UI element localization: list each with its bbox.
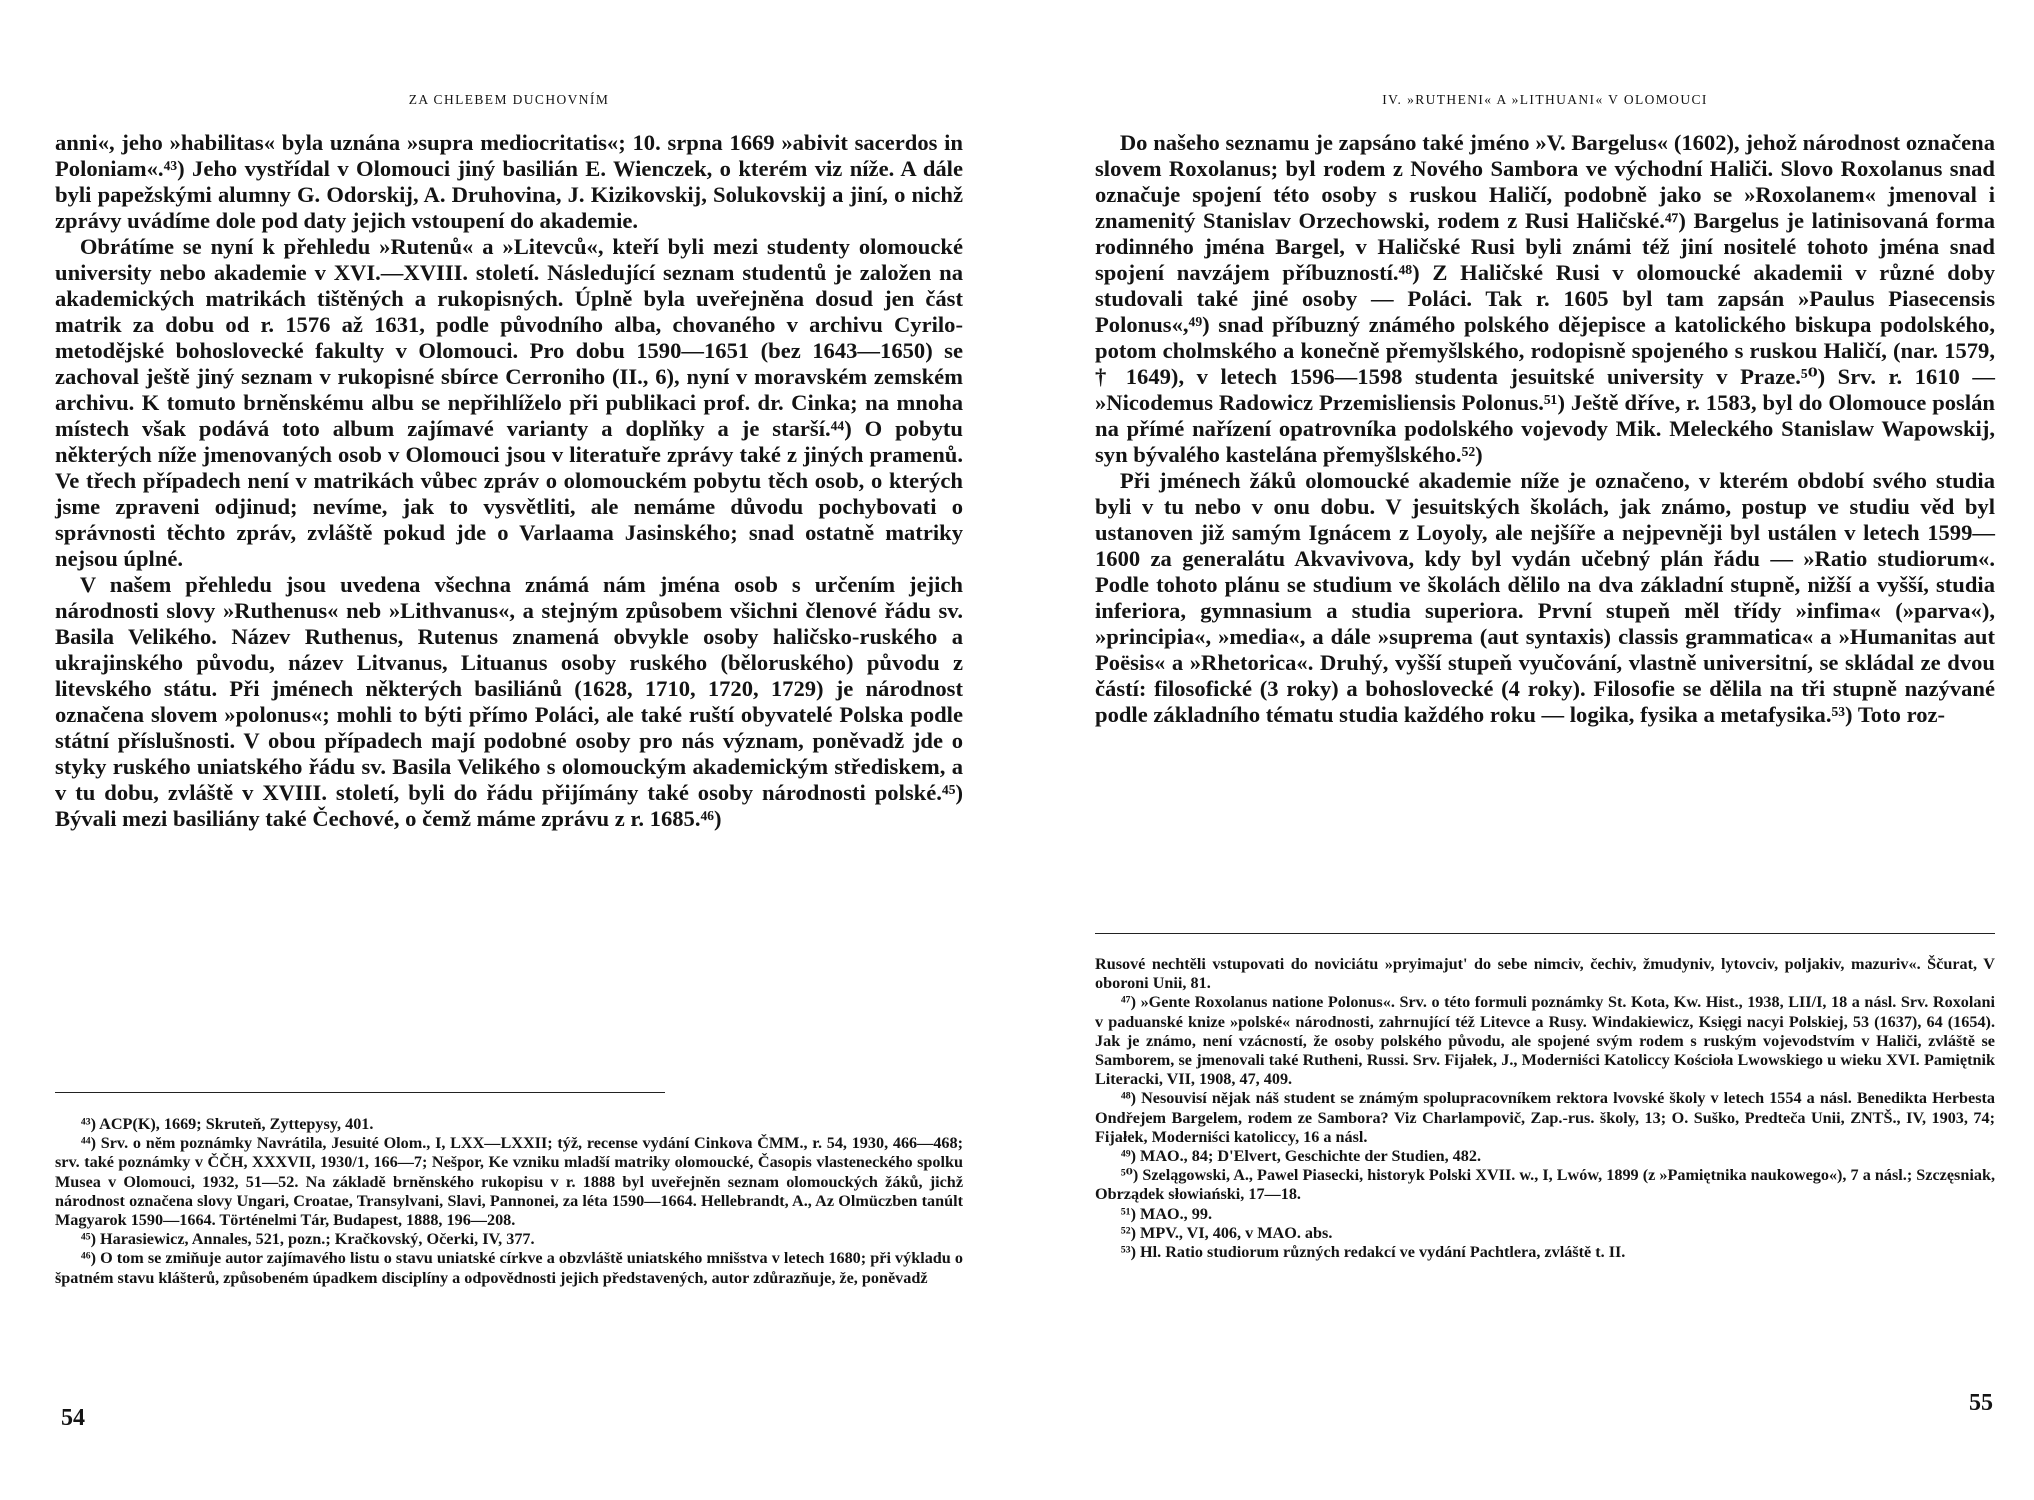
body-text [1095,130,1995,728]
paragraph: Při jménech žáků olomoucké akademie níže je označeno, v kterém období svého studia byli v tu nebo v onu dobu. V jesuitských školách, jak známo, postup ve studiu věd byl ustanoven již samým Ignácem z Loyoly, ale nejšíře a nejpevněji byl ustálen v letech 1599—1600 za generalátu Akvavivova, kdy byl vydán učebný plán řádu — »Ratio studiorum«. Podle tohoto plánu se studium ve školách dělilo na dva základní stupně, nižší a vyšší, studia inferiora, gymnasium a studia superiora. První stupeň měl třídy »infima« (»parva«), »principia«, »media«, a dále »suprema (aut syntaxis) classis grammatica« a »Humanitas aut Poësis« a »Rhetorica«. Druhý, vyšší stupeň vyučování, vlastně universitní, se skládal ze dvou částí: filosofické (3 roky) a bohoslovecké (4 roky). Filosofie se dělila na tři stupně nazývané podle základního tématu studia každého roku — logika, fysika a metafysika.⁵³) Toto roz- [1095,468,1995,727]
footnote: ⁴⁹) MAO., 84; D'Elvert, Geschichte der Studien, 482. [1120,1147,1482,1166]
running-head: IV. »RUTHENI« A »LITHUANI« V OLOMOUCI [1382,92,1708,107]
page-number: 55 [1969,1390,1993,1416]
footnote-separator [1095,933,1995,934]
footnote: ⁴⁶) O tom se zmiňuje autor zajímavého listu o stavu uniatské církve a obzvláště uniatského mnišstva v letech 1680; při výkladu o špatném stavu klášterů, způsobeném úpadkem disciplíny a odpovědnosti jejich představených, autor zdůrazňuje, že, poněvadž [55,1249,963,1287]
paragraph: anni«, jeho »habilitas« byla uznána »supra mediocritatis«; 10. srpna 1669 »abivit sacerdos in Poloniam«.⁴³) Jeho vystřídal v Olomouci jiný basilián E. Wienczek, o kterém viz níže. A dále byli papežskými alumny G. Odorskij, A. Druhovina, J. Kizikovskij, Solukovskij a jiní, o nichž zprávy uvádíme dole pod daty jejich vstoupení do akademie. [55,130,963,233]
paragraph: Obrátíme se nyní k přehledu »Rutenů« a »Litevců«, kteří byli mezi studenty olomoucké university nebo akademie v XVI.—XVIII. století. Následující seznam studentů je založen na akademických matrikách tištěných a rukopisných. Úplně byla uveřejněna dosud jen část matrik za dobu od r. 1576 až 1631, podle původního alba, chovaného v archivu Cyrilo-metodějské bohoslovecké fakulty v Olomouci. Pro dobu 1590—1651 (bez 1643—1650) se zachoval ještě jiný seznam v rukopisné sbírce Cerroniho (II., 6), nyní v moravském zemském archivu. K tomuto brněnskému albu se nepřihlíželo při publikaci prof. dr. Cinka; na mnoha místech však podává toto album zajímavé varianty a doplňky a je starší.⁴⁴) O pobytu některých níže jmenovaných osob v Olomouci jsou v literatuře zprávy také z jiných pramenů. Ve třech případech není v matrikách vůbec zpráv o olomouckém pobytu těch osob, o kterých jsme zpraveni odjinud; nevíme, jak to vysvětliti, ale nemáme důvodu pochybovati o správnosti těchto zpráv, zvláště pokud jde o Varlaama Jasinského; snad ostatně matriky nejsou úplné. [55,234,963,571]
footnote: Rusové nechtěli vstupovati do noviciátu »pryimajut' do sebe nimciv, čechiv, žmudyniv, lytovciv, poljakiv, mazuriv«. Ščurat, V oboroni Unii, 81. [1095,955,1995,993]
footnote: ⁴³) ACP(K), 1669; Skruteň, Zyttepysy, 401. [80,1115,374,1133]
footnote: ⁴⁵) Harasiewicz, Annales, 521, pozn.; Kračkovský, Očerki, IV, 377. [80,1230,535,1249]
footnotes [1095,955,1995,1262]
footnote-separator [55,1092,665,1093]
footnote: ⁴⁷) »Gente Roxolanus natione Polonus«. Srv. o této formuli poznámky St. Kota, Kw. Hist., 1938, LII/I, 18 a násl. Srv. Roxolani v paduanské knize »polské« národnosti, zahrnující též Litevce a Rusy. Windakiewicz, Księgi nacyi Polskiej, 53 (1637), 64 (1654). Jak je známo, není vzácností, že osoby polského původu, ale spojené svým rodem s ruským vojevodstvím v Haliči, zvláště se Samborem, se jmenovali také Rutheni, Russi. Srv. Fijałek, J., Moderniści Katoliccy Kościoła Lwowskiego u wieku XVI. Pamiętnik Literacki, VII, 1908, 47, 409. [1095,993,1995,1089]
footnote: ⁴⁴) Srv. o něm poznámky Navrátila, Jesuité Olom., I, LXX—LXXII; týž, recense vydání Cinkova ČMM., r. 54, 1930, 466—468; srv. také poznámky v ČČH, XXXVII, 1930/1, 166—7; Nešpor, Ke vzniku mladší matriky olomoucké, Časopis vlasteneckého spolku Musea v Olomouci, 1932, 51—52. Na základě brněnského rukopisu v r. 1888 byl uveřejněn seznam olomouckých žáků, jichž národnost označena slovy Ungari, Croatae, Transylvani, Slavi, Pannonei, za léta 1590—1664. Hellebrandt, A., Az Olmüczben tanúlt Magyarok 1590—1664. Történelmi Tár, Budapest, 1888, 196—208. [55,1134,963,1230]
footnotes [55,1115,963,1288]
footnote: ⁵³) Hl. Ratio studiorum různých redakcí ve vydání Pachtlera, zvláště t. II. [1120,1243,1626,1262]
body-text [55,130,963,832]
paragraph: Do našeho seznamu je zapsáno také jméno »V. Bargelus« (1602), jehož národnost označena slovem Roxolanus; byl rodem z Nového Sambora ve východní Haliči. Slovo Roxolanus snad označuje spojení této osoby s ruskou Haličí, podobně jako se »Roxolanem« jmenoval i znamenitý Stanislav Orzechowski, rodem z Rusi Haličské.⁴⁷) Bargelus je latinisovaná forma rodinného jména Bargel, v Haličské Rusi byli známi též jiní nositelé tohoto jména snad spojení navzájem příbuzností.⁴⁸) Z Haličské Rusi v olomoucké akademii v různé doby studovali také jiné osoby — Poláci. Tak r. 1605 byl tam zapsán »Paulus Piasecensis Polonus«,⁴⁹) snad příbuzný známého polského dějepisce a katolického biskupa podolského, potom cholmského a konečně přemyšlského, rodopisně spojeného s ruskou Haličí, (nar. 1579, † 1649), v letech 1596—1598 studenta jesuitské university v Praze.⁵⁰) Srv. r. 1610 — »Nicodemus Radowicz Przemisliensis Polonus.⁵¹) Ještě dříve, r. 1583, byl do Olomouce poslán na přímé nařízení opatrovníka podolského vojevody Mik. Meleckého Stanislaw Wapowskij, syn bývalého kastelána přemyšlského.⁵²) [1095,130,1995,467]
page-number: 54 [61,1405,85,1431]
footnote: ⁵¹) MAO., 99. [1120,1204,1212,1223]
paragraph: V našem přehledu jsou uvedena všechna známá nám jména osob s určením jejich národnosti slovy »Ruthenus« neb »Lithvanus«, a stejným způsobem všichni členové řádu sv. Basila Velikého. Název Ruthenus, Rutenus znamená obvykle osoby haličsko-ruského a ukrajinského původu, název Litvanus, Lituanus osoby ruského (běloruského) původu z litevského státu. Při jménech některých basiliánů (1628, 1710, 1720, 1729) je národnost označena slovem »polonus«; mohli to býti přímo Poláci, ale také ruští obyvatelé Polska podle státní příslušnosti. V obou případech mají podobné osoby pro nás význam, poněvadž jde o styky ruského uniatského řádu sv. Basila Velikého s olomouckým akademickým střediskem, a v tu dobu, zvláště v XVIII. století, byli do řádu přijímány také osoby národnosti polské.⁴⁵) Bývali mezi basiliány také Čechové, o čemž máme zprávu z r. 1685.⁴⁶) [55,572,963,831]
footnote: ⁵⁰) Szelągowski, A., Pawel Piasecki, historyk Polski XVII. w., I, Lwów, 1899 (z »Pamiętnika naukowego«), 7 a násl.; Szczęsniak, Obrządek słowiański, 17—18. [1095,1166,1995,1204]
footnote: ⁴⁸) Nesouvisí nějak náš student se známým spolupracovníkem rektora lvovské školy v letech 1554 a násl. Benedikta Herbesta Ondřejem Bargelem, rodem ze Sambora? Viz Charlampovič, Zap.-rus. školy, 13; O. Suško, Predteča Unii, ZNTŠ., IV, 1903, 74; Fijałek, Moderniści katoliccy, 16 a násl. [1095,1089,1995,1146]
running-head: ZA CHLEBEM DUCHOVNÍM [408,92,610,107]
footnote: ⁵²) MPV., VI, 406, v MAO. abs. [1120,1223,1333,1242]
